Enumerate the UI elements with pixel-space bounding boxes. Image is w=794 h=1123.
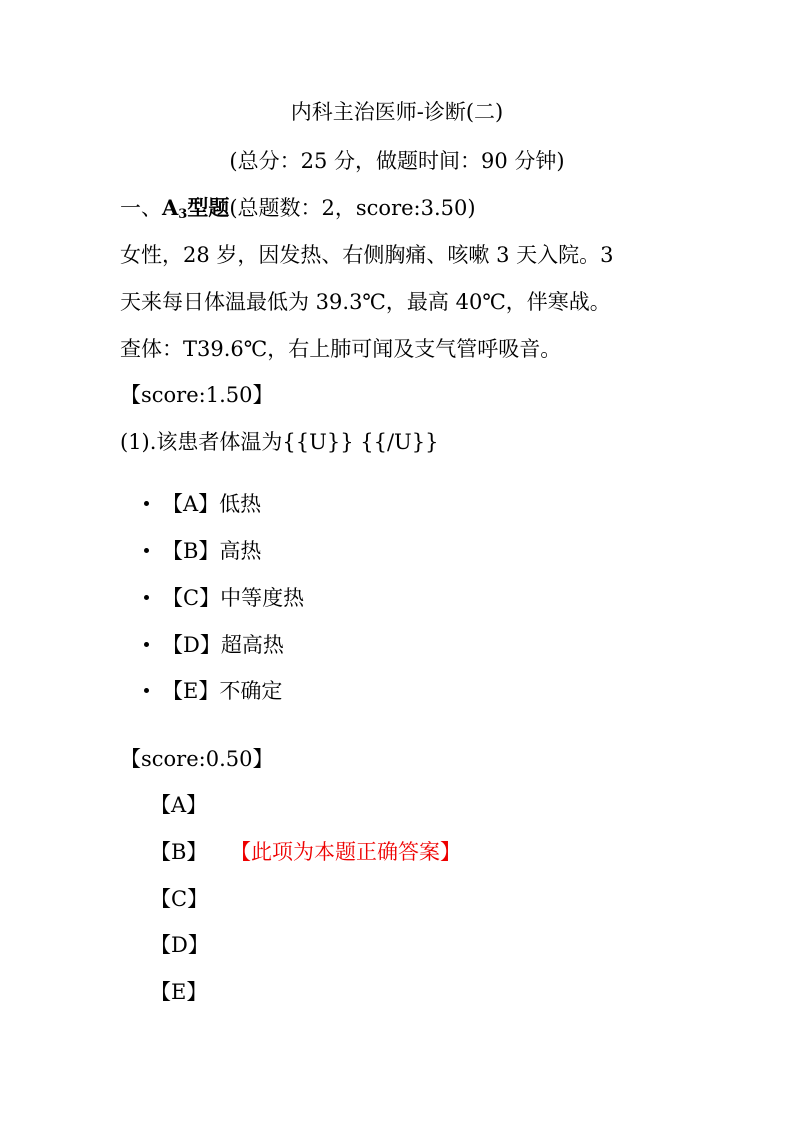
section-type-suffix: 型题: [187, 195, 230, 220]
question-text: (1).该患者体温为{{U}} {{/U}}: [120, 430, 439, 454]
bullet-icon: [144, 501, 149, 506]
option-text: 【E】不确定: [162, 679, 283, 703]
option-item-a: [0, 490, 400, 518]
option-text: 【B】高热: [162, 539, 262, 563]
bullet-icon: [144, 548, 149, 553]
section-type-sub: 3: [178, 207, 188, 222]
answer-label-c: 【C】: [150, 887, 209, 911]
answer-label-e: 【E】: [150, 980, 208, 1004]
correct-answer-marker: 【此项为本题正确答案】: [230, 840, 461, 864]
case-stem-line-3: 查体：T39.6℃，右上肺可闻及支气管呼吸音。: [120, 337, 562, 361]
bullet-icon: [144, 642, 149, 647]
option-item-c: [0, 584, 400, 612]
option-item-b: [0, 537, 400, 565]
answer-label-a: 【A】: [150, 793, 208, 817]
case-stem-line-2: 天来每日体温最低为 39.3℃，最高 40℃，伴寒战。: [120, 290, 611, 314]
case-stem-line-1: 女性，28 岁，因发热、右侧胸痛、咳嗽 3 天入院。3: [120, 243, 614, 267]
stem-score: 【score:1.50】: [120, 383, 274, 407]
option-text: 【C】中等度热: [162, 586, 305, 610]
section-info: (总题数：2，score:3.50): [229, 196, 476, 220]
option-text: 【D】超高热: [162, 633, 284, 657]
page-subtitle: (总分：25 分，做题时间：90 分钟): [229, 149, 565, 173]
answer-label-b: 【B】: [150, 840, 208, 864]
option-text: 【A】低热: [162, 492, 262, 516]
section-prefix: 一、: [120, 196, 162, 220]
page-title: 内科主治医师-诊断(二): [290, 100, 504, 124]
answer-label-d: 【D】: [150, 933, 209, 957]
question-score: 【score:0.50】: [120, 747, 274, 771]
option-item-e: [0, 677, 400, 705]
section-heading: [120, 194, 476, 229]
bullet-icon: [144, 688, 149, 693]
bullet-icon: [144, 595, 149, 600]
section-type-main: A: [162, 195, 179, 220]
option-item-d: [0, 631, 400, 659]
